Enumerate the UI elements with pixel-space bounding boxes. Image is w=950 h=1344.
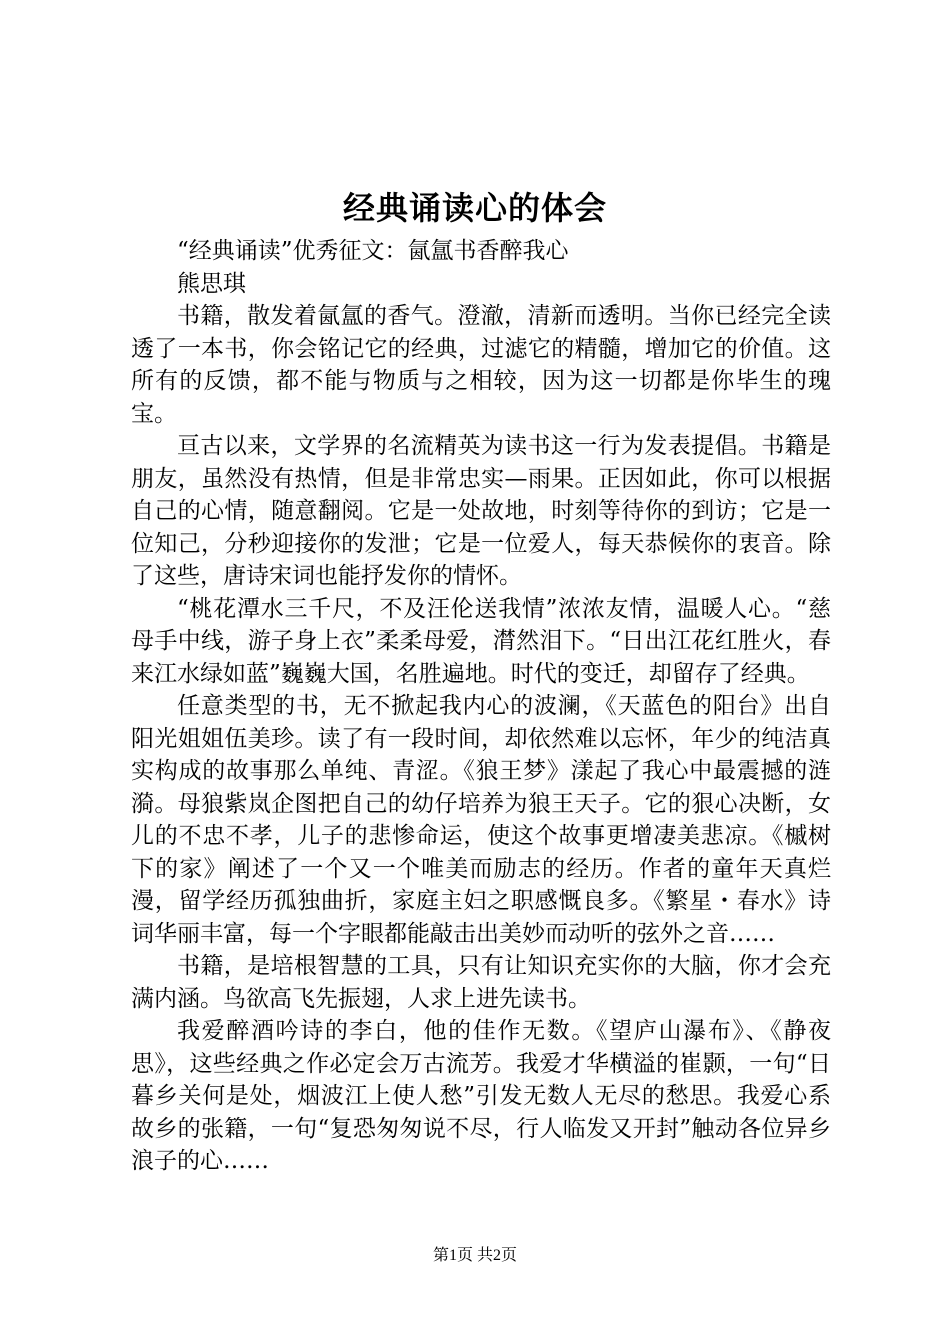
paragraph: 任意类型的书，无不掀起我内心的波澜，《天蓝色的阳台》出自阳光姐姐伍美珍。读了有一段时间，却依然难以忘怀，年少的纯洁真实构成的故事那么单纯、青涩。《狼王梦》漾起了我心中最震撼的涟漪。母狼紫岚企图把自己的幼仔培养为狼王天子。它的狠心决断，女儿的不忠不孝，儿子的悲惨命运，使这个故事更增凄美悲凉。《槭树下的家》阐述了一个又一个唯美而励志的经历。作者的童年天真烂漫，留学经历孤独曲折，家庭主妇之职感慨良多。《繁星・春水》诗词华丽丰富，每一个字眼都能敲击出美妙而动听的弦外之音……: [131, 693, 831, 947]
document-title: 经典诵读心的体会: [342, 189, 607, 227]
subtitle-line: “经典诵读”优秀征文：氤氲书香醉我心: [177, 238, 569, 264]
paragraph: 书籍，散发着氤氲的香气。澄澈，清新而透明。当你已经完全读透了一本书，你会铭记它的经典，过滤它的精髓，增加它的价值。这所有的反馈，都不能与物质与之相较，因为这一切都是你毕生的瑰宝。: [131, 303, 831, 427]
paragraph: 亘古以来，文学界的名流精英为读书这一行为发表提倡。书籍是朋友，虽然没有热情，但是非常忠实—雨果。正因如此，你可以根据自己的心情，随意翻阅。它是一处故地，时刻等待你的到访；它是一位知己，分秒迎接你的发泄；它是一位爱人，每天恭候你的衷音。除了这些，唐诗宋词也能抒发你的情怀。: [131, 433, 831, 589]
page-footer: 第1页 共2页: [432, 1247, 517, 1264]
paragraph: “桃花潭水三千尺，不及汪伦送我情”浓浓友情，温暖人心。“慈母手中线，游子身上衣”柔柔母爱，潸然泪下。“日出江花红胜火，春来江水绿如蓝”巍巍大国，名胜遍地。时代的变迁，却留存了经典。: [131, 595, 831, 687]
paragraph: 我爱醉酒吟诗的李白，他的佳作无数。《望庐山瀑布》、《静夜思》，这些经典之作必定会万古流芳。我爱才华横溢的崔颢，一句“日暮乡关何是处，烟波江上使人愁”引发无数人无尽的愁思。我爱心系故乡的张籍，一句“复恐匆匆说不尽，行人临发又开封”触动各位异乡浪子的心……: [131, 1018, 831, 1174]
paragraph: 书籍，是培根智慧的工具，只有让知识充实你的大脑，你才会充满内涵。鸟欲高飞先振翅，人求上进先读书。: [131, 953, 831, 1012]
document-body: [131, 235, 831, 1178]
author-line: 熊思琪: [177, 270, 246, 297]
